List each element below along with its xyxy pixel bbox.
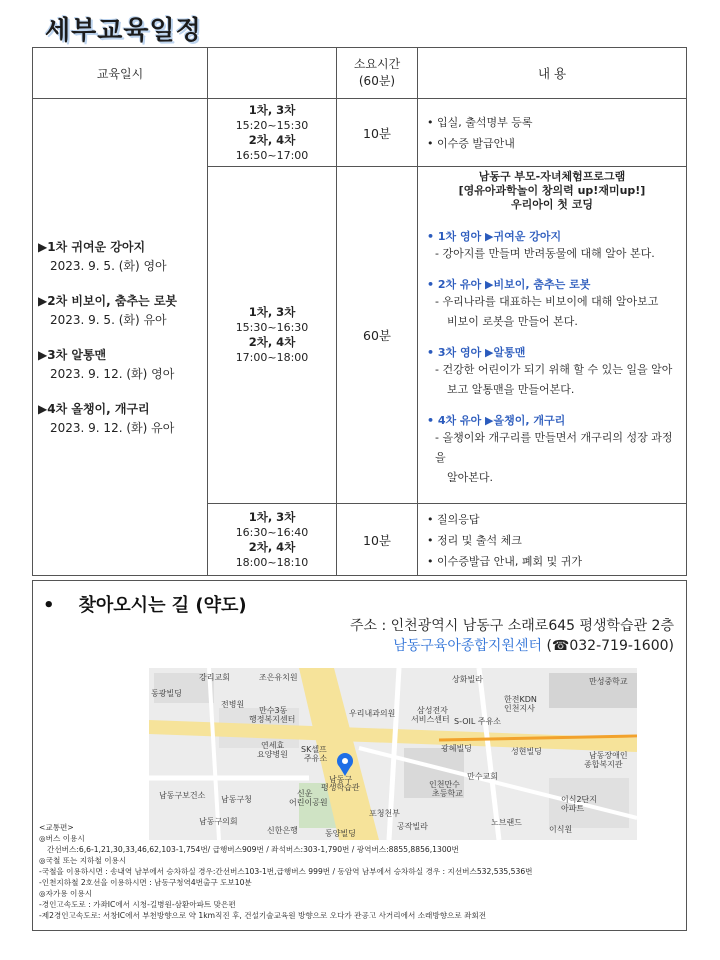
map-label: 동광빌딩 <box>151 689 182 698</box>
map-label: 광혜빌딩 <box>441 744 472 753</box>
phone-number: (☎032-719-1600) <box>546 638 674 654</box>
map-label: 인천만수 <box>429 780 460 789</box>
program-item <box>427 412 679 488</box>
map-label: 행정복지센터 <box>249 715 296 724</box>
program-item-desc: 비보이 로봇을 만들어 본다. <box>447 315 578 328</box>
map-label: 포청천부 <box>369 809 400 818</box>
slot-time: 15:30~16:30 <box>235 321 309 334</box>
session-date: 2023. 9. 12. (화) 유아 <box>50 421 175 435</box>
map-label: 종합복지관 <box>584 760 623 769</box>
header-time <box>208 48 337 99</box>
map-label: 노브랜드 <box>491 818 522 827</box>
duration-cell: 10분 <box>337 99 418 167</box>
map-label: 성현빌딩 <box>511 747 542 756</box>
slot-time: 16:50~17:00 <box>235 148 309 162</box>
time-slot-cell <box>208 504 337 576</box>
session-title: ▶2차 비보이, 춤추는 로봇 <box>38 294 177 308</box>
slot-time: 18:00~18:10 <box>235 555 309 569</box>
map-label: 남동구보건소 <box>159 791 206 800</box>
content-cell <box>418 167 687 504</box>
table-header-row <box>33 48 687 99</box>
session-item <box>38 292 206 328</box>
map-label: 신한은행 <box>267 826 298 835</box>
list-item: • 질의응답 <box>427 512 480 526</box>
location-map[interactable] <box>149 668 637 840</box>
header-date: 교육일시 <box>33 48 208 99</box>
map-label: 남동구청 <box>221 795 252 804</box>
program-item-desc: 보고 알통맨을 만들어본다. <box>447 383 575 396</box>
map-label: 조은유치원 <box>259 673 298 682</box>
map-label: 전병원 <box>221 700 245 709</box>
map-label: 남동구의회 <box>199 817 238 826</box>
slot-label: 2차, 4차 <box>248 132 296 147</box>
map-label: 남동장애인 <box>589 751 628 760</box>
map-label: 삼성전자 <box>417 706 448 715</box>
slot-label: 2차, 4차 <box>248 539 296 554</box>
map-label: 공작빌라 <box>397 822 428 831</box>
map-label: 초등학교 <box>432 789 463 798</box>
time-slot-cell <box>208 167 337 504</box>
map-label: 어린이공원 <box>289 798 328 807</box>
map-label: S-OIL 주유소 <box>454 717 502 726</box>
program-item-desc: 알아본다. <box>447 471 494 484</box>
session-title: ▶1차 귀여운 강아지 <box>38 240 146 254</box>
map-label: 우리내과의원 <box>349 709 396 718</box>
session-date: 2023. 9. 5. (화) 유아 <box>50 313 167 327</box>
map-label: 아파트 <box>561 804 585 813</box>
page-title: 세부교육일정 <box>45 16 202 46</box>
session-date: 2023. 9. 5. (화) 영아 <box>50 259 167 273</box>
session-title: ▶4차 올챙이, 개구리 <box>38 402 150 416</box>
program-item <box>427 344 679 400</box>
map-label: 연세효 <box>261 741 285 750</box>
address-text: 주소 : 인천광역시 남동구 소래로645 평생학습관 2층 <box>349 618 674 634</box>
center-name: 남동구육아종합지원센터 <box>393 638 542 654</box>
map-label: SK셀프 <box>301 745 327 754</box>
map-label: 요양병원 <box>257 750 288 759</box>
traffic-line: ◎자가용 이용시 <box>39 889 93 898</box>
duration-cell: 60분 <box>337 167 418 504</box>
map-label: 주유소 <box>304 754 328 763</box>
slot-label: 1차, 3차 <box>248 102 296 117</box>
list-item: • 정리 및 출석 체크 <box>427 533 522 547</box>
duration-header-line2: (60분) <box>358 74 396 88</box>
slot-label: 1차, 3차 <box>248 305 296 319</box>
map-labels <box>149 668 637 840</box>
duration-cell: 10분 <box>337 504 418 576</box>
program-item-desc: - 강아지를 만들며 반려동물에 대해 알아 본다. <box>435 247 655 260</box>
program-item <box>427 228 679 264</box>
traffic-line: -국철을 이용하시면 : 송내역 남부에서 승차하실 경우:간선버스103-1번,급행버스 999번 / 동암역 남부에서 승차하실 경우 : 지선버스532,535,536번 <box>39 867 533 876</box>
map-label: 만수교회 <box>467 772 498 781</box>
sessions-cell <box>33 99 208 576</box>
content-cell <box>418 504 687 576</box>
program-item <box>427 276 679 332</box>
program-item-title: • 3차 영아 ▶알통맨 <box>427 346 526 359</box>
map-label: 인천지사 <box>504 704 535 713</box>
slot-time: 15:20~15:30 <box>235 118 309 132</box>
map-label: 한전KDN <box>504 695 537 704</box>
map-label: 만수3동 <box>259 706 288 715</box>
program-item-desc: - 올챙이와 개구리를 만들면서 개구리의 성장 과정을 <box>435 431 673 464</box>
map-label: 강리교회 <box>199 673 230 682</box>
center-contact <box>350 636 674 656</box>
traffic-line: ◎버스 이용시 <box>39 834 85 843</box>
program-item-desc: - 우리나라를 대표하는 비보이에 대해 알아보고 <box>435 295 659 308</box>
program-heading: 남동구 부모-자녀체험프로그램 [영유아과학놀이 창의력 up!재미up!] 우리아이 첫 코딩 <box>458 170 646 211</box>
traffic-line: <교통편> <box>39 823 74 832</box>
table-row <box>33 99 687 167</box>
session-item <box>38 400 206 436</box>
session-date: 2023. 9. 12. (화) 영아 <box>50 367 175 381</box>
traffic-line: -제2경인고속도로: 서창IC에서 부천방향으로 약 1km직진 후, 건설기술교육원 방향으로 오다가 관공고 사거리에서 소래방향으로 좌회전 <box>39 911 487 920</box>
map-label: 신운 <box>297 789 313 798</box>
content-cell <box>418 99 687 167</box>
session-item <box>38 238 206 274</box>
traffic-line: -인천지하철 2호선을 이용하시면 : 남동구청역4번출구 도보10분 <box>39 878 252 887</box>
schedule-table <box>32 47 687 576</box>
map-label: 이식원 <box>549 825 573 834</box>
list-item: • 입실, 출석명부 등록 <box>427 116 533 129</box>
traffic-info <box>39 822 679 921</box>
slot-label: 1차, 3차 <box>248 509 296 524</box>
program-item-title: • 4차 유아 ▶올챙이, 개구리 <box>427 414 566 427</box>
map-label: 동양빌딩 <box>325 829 356 838</box>
traffic-line: 간선버스:6,6-1,21,30,33,46,62,103-1,754번/ 급행버스909번 / 좌석버스:303-1,790번 / 광역버스:8855,8856,1300번 <box>47 845 459 854</box>
slot-time: 16:30~16:40 <box>235 525 309 539</box>
session-item <box>38 346 206 382</box>
map-label: 남동구 <box>329 775 353 784</box>
slot-label: 2차, 4차 <box>248 335 296 349</box>
address-block <box>350 616 674 656</box>
map-label: 상화빌라 <box>452 675 483 684</box>
slot-time: 17:00~18:00 <box>235 351 309 364</box>
program-item-title: • 2차 유아 ▶비보이, 춤추는 로봇 <box>427 278 591 291</box>
header-duration <box>337 48 418 99</box>
program-item-title: • 1차 영아 ▶귀여운 강아지 <box>427 230 562 243</box>
time-slot-cell <box>208 99 337 167</box>
duration-header-line1: 소요시간 <box>353 57 401 71</box>
list-item: • 이수증발급 안내, 폐회 및 귀가 <box>427 554 582 568</box>
list-item: • 이수증 발급안내 <box>427 137 515 150</box>
traffic-line: -경인고속도로 : 가좌IC에서 시청-길병원-삼환아파트 맞은편 <box>39 900 236 909</box>
map-label: 서비스센터 <box>411 715 450 724</box>
session-title: ▶3차 알통맨 <box>38 348 107 362</box>
map-label: 이식2단지 <box>561 795 598 804</box>
map-label: 만성중학교 <box>589 677 628 686</box>
map-label: 평생학습관 <box>321 783 360 792</box>
header-content: 내 용 <box>418 48 687 99</box>
program-item-desc: - 건강한 어린이가 되기 위해 할 수 있는 일을 알아 <box>435 363 673 376</box>
directions-section <box>32 580 687 931</box>
traffic-line: ◎국철 또는 지하철 이용시 <box>39 856 127 865</box>
directions-heading: • 찾아오시는 길 (약도) <box>43 595 247 616</box>
